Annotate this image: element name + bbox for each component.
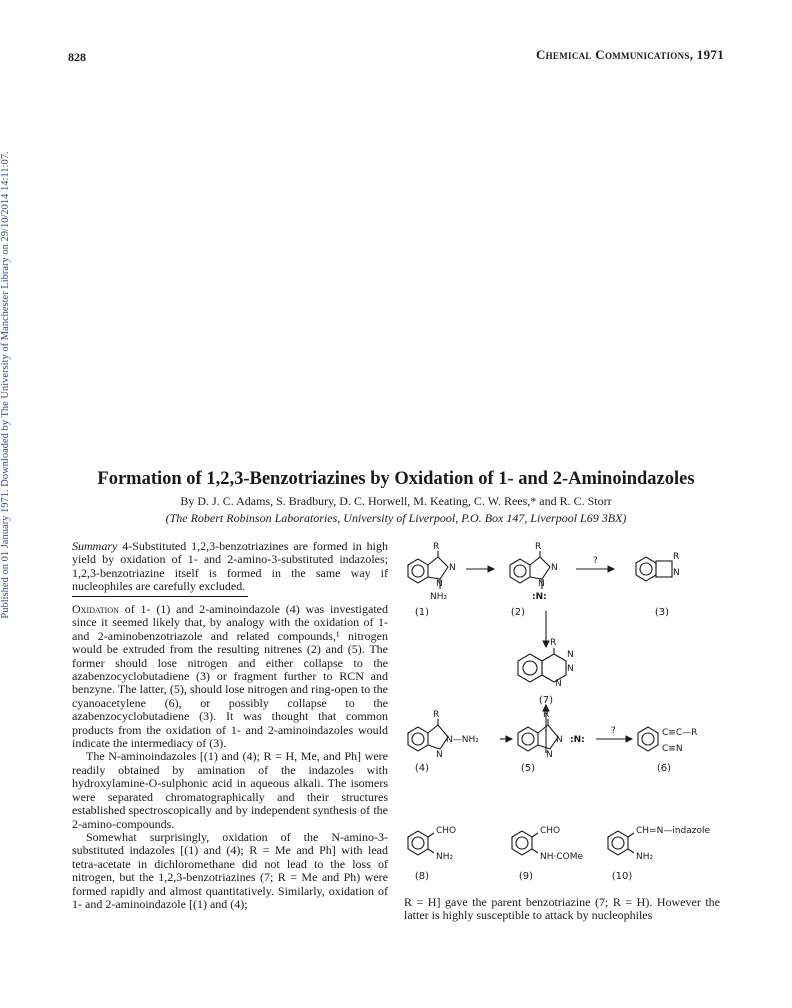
article-affiliation: (The Robert Robinson Laboratories, University of Liverpool, P.O. Box 147, Liverpool L69 3BX) bbox=[165, 511, 627, 525]
compound-label-8: (8) bbox=[414, 871, 430, 882]
compound-label-2: (2) bbox=[510, 607, 526, 618]
question-mark-1: ? bbox=[593, 556, 598, 566]
nhcome-label-9: NH·COMe bbox=[540, 852, 584, 862]
summary-label: Summary bbox=[72, 539, 118, 553]
n-label-7a: N bbox=[567, 650, 574, 660]
r-label-4: R bbox=[433, 710, 440, 720]
compound-label-4: (4) bbox=[414, 763, 430, 774]
cho-label-9: CHO bbox=[540, 826, 561, 836]
cn-label-6: C≡N bbox=[662, 744, 683, 754]
article-authors: By D. J. C. Adams, S. Bradbury, D. C. Horwell, M. Keating, C. W. Rees,* and R. C. Storr bbox=[180, 494, 612, 508]
structure-9 bbox=[512, 831, 538, 855]
compound-label-7: (7) bbox=[538, 695, 554, 706]
paragraph-1-lead: Oxidation bbox=[72, 602, 119, 616]
structure-4 bbox=[408, 719, 448, 751]
summary-divider bbox=[72, 596, 248, 597]
page-number: 828 bbox=[68, 50, 86, 64]
compound-label-10: (10) bbox=[611, 871, 633, 882]
journal-name: Chemical Communications, 1971 bbox=[535, 47, 724, 62]
nh2-label-10: NH₂ bbox=[636, 852, 654, 862]
body-text-right: R = H] gave the parent benzotriazine (7; R = H). However the latter is highly susceptible to attack by nucleophiles bbox=[404, 895, 720, 923]
paragraph-1 bbox=[72, 603, 388, 750]
n-label-7b: N bbox=[567, 664, 574, 674]
structure-8 bbox=[408, 831, 434, 855]
nh2-label-1: NH₂ bbox=[430, 592, 448, 602]
n-label-2b: N bbox=[538, 579, 545, 589]
body-text-left bbox=[72, 603, 388, 911]
n-label-7c: N bbox=[555, 679, 562, 689]
n-label-5b: N bbox=[546, 750, 553, 760]
paragraph-1-text: of 1- (1) and 2-aminoindazole (4) was investigated since it seemed likely that, by analogy with the oxidation of 1- and 2-aminobenzotriazole and related compounds,¹ nitrogen would be extruded from the resulting nitrenes (2) and (5). The former should lose nitrogen and either collapse to the azabenzocyclobutadiene (3) or fragment further to RCN and benzyne. The latter, (5), should lose nitrogen and ring-open to the cyanoacetylene (6), or possibly collapse to the azabenzocyclobutadiene (3). It was thought that common products from the oxidation of 1- and 2-aminoindazoles would indicate the intermediacy of (3). bbox=[72, 602, 389, 751]
n-label-3: N bbox=[673, 568, 680, 578]
compound-label-1: (1) bbox=[414, 607, 430, 618]
article-title: Formation of 1,2,3-Benzotriazines by Oxidation of 1- and 2-Aminoindazoles bbox=[97, 469, 695, 489]
paragraph-2: The N-aminoindazoles [(1) and (4); R = H, Me, and Ph] were readily obtained by amination of the indazoles with hydroxylamine-O-sulphonic acid in aqueous alkali. The isomers were separated chromatographically and their structures established spectroscopically and by independent synthesis of the 2-amino-compounds. bbox=[72, 749, 388, 831]
paragraph-3: Somewhat surprisingly, oxidation of the N-amino-3-substituted indazoles [(1) and (4); R = Me and Ph] with lead tetra-acetate in dichloromethane did not lead to the loss of nitrogen, but the 1,2,3-benzotriazines (7; R = Me and Ph) were formed rapidly and almost quantitatively. Similarly, oxidation of 1- and 2-aminoindazole [(1) and (4); bbox=[72, 829, 388, 911]
r-label-1: R bbox=[433, 542, 440, 552]
reaction-scheme bbox=[400, 535, 730, 885]
cc-r-label-6: C≡C—R bbox=[662, 728, 698, 738]
compound-label-6: (6) bbox=[656, 763, 672, 774]
r-label-2: R bbox=[535, 542, 542, 552]
r-label-5: R bbox=[543, 710, 550, 720]
ch-n-indazole-label-10: CH=N—indazole bbox=[636, 826, 711, 836]
n-nh2-label-4: N—NH₂ bbox=[446, 735, 479, 745]
r-label-3: R bbox=[673, 552, 680, 562]
n-label-4b: N bbox=[436, 750, 443, 760]
structure-7 bbox=[518, 648, 566, 682]
cho-label-8: CHO bbox=[436, 826, 457, 836]
summary-text: 4-Substituted 1,2,3-benzotriazines are formed in high yield by oxidation of 1- and 2-amino-3-substituted indazoles; 1,2,3-benzotriazine itself is formed in the same way if nucleophiles are carefully excluded. bbox=[72, 539, 389, 594]
summary-block bbox=[72, 540, 388, 594]
nitrene-label-5: :N: bbox=[570, 735, 585, 745]
structure-6 bbox=[638, 727, 658, 751]
nitrene-label-2: :N: bbox=[532, 592, 547, 602]
structure-3 bbox=[636, 557, 672, 581]
nh2-label-8: NH₂ bbox=[436, 852, 454, 862]
download-sidebar: Published on 01 January 1971. Downloaded by The University of Manchester Library on 29/10/2014 14:11:07. bbox=[0, 151, 11, 619]
n-label-1b: N bbox=[436, 579, 443, 589]
structure-5 bbox=[518, 719, 558, 751]
structure-10 bbox=[608, 831, 634, 855]
n-label-5: N bbox=[556, 735, 563, 745]
compound-label-3: (3) bbox=[654, 607, 670, 618]
n-label-1: N bbox=[449, 563, 456, 573]
n-label-2: N bbox=[551, 563, 558, 573]
r-label-7: R bbox=[550, 638, 557, 648]
question-mark-2: ? bbox=[611, 726, 616, 736]
compound-label-5: (5) bbox=[520, 763, 536, 774]
compound-label-9: (9) bbox=[518, 871, 534, 882]
